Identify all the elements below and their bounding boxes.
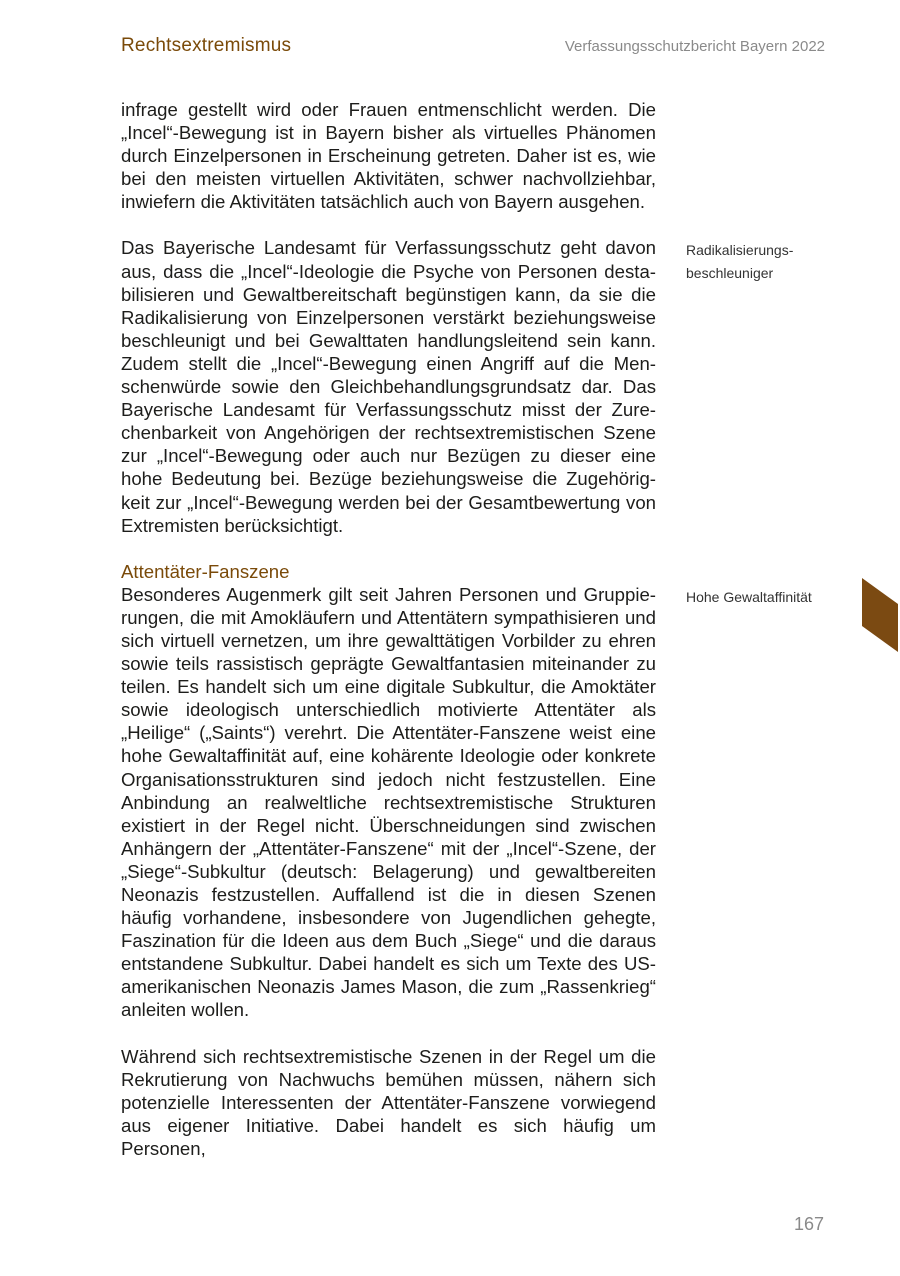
paragraph-attentaeter-fanszene: Besonderes Augenmerk gilt seit Jahren Personen und Gruppierungen, die mit Amokläufern und Attentätern sympathisieren und sich virtuell vernetzen, um ihre gewalttätigen Vorbilder zu ehren sowie teils rassistisch geprägte Gewaltfantasien miteinander zu teilen. Es handelt sich um eine digitale Subkultur, die Amoktäter sowie ideologisch unterschiedlich motivierte Attentäter als „Heilige“ („Saints“) verehrt. Die Attentäter-Fanszene weist eine hohe Gewaltaffinität auf, eine kohärente Ideologie oder konkrete Organisationsstrukturen sind jedoch nicht festzustellen. Eine Anbindung an realweltliche rechtsextremistische Strukturen existiert in der Regel nicht. Überschneidungen sind zwischen Anhängern der „Attentäter-Fanszene“ mit der „Incel“-Szene, der „Siege“-Subkultur (deutsch: Belagerung) und gewaltbereiten Neonazis festzustellen. Auffallend ist die in diesen Szenen häufig vorhandene, insbesondere von Jugendlichen gehegte, Faszination für die Ideen aus dem Buch „Siege“ und die daraus entstandene Subkultur. Dabei handelt es sich um Texte des US-amerikanischen Neonazis James Mason, die zum „Rassenkrieg“ anleiten wollen.	[121, 583, 656, 1021]
running-header-section: Rechtsextremismus	[121, 35, 292, 56]
page-number: 167	[793, 1214, 824, 1234]
paragraph-recruitment: Während sich rechtsextremistische Szenen in der Regel um die Rekrutierung von Nachwuchs bemühen müssen, nähern sich potenzielle Interessenten der Attentäter-Fanszene vorwiegend aus eigener Initiative. Dabei handelt es sich häufig um Personen,	[121, 1045, 656, 1159]
running-header-report-title: Verfassungsschutzbericht Bayern 2022	[564, 38, 825, 55]
paragraph-incel-assessment: Das Bayerische Landesamt für Verfassungsschutz geht davon aus, dass die „Incel“-Ideologie die Psyche von Personen destabilisieren und Gewaltbereitschaft begünstigen kann, da sie die Radikalisierung von Einzelpersonen verstärkt beziehungsweise beschleunigt und bei Gewalttaten handlungsleitend sein kann. Zudem stellt die „Incel“-Bewegung einen Angriff auf die Menschenwürde sowie den Gleichbehandlungsgrundsatz dar. Das Bayerische Landesamt für Verfassungsschutz misst der Zurechenbarkeit von Angehörigen der rechtsextremistischen Szene zur „Incel“-Bewegung oder auch nur Bezügen zu dieser eine hohe Bedeutung bei. Bezüge beziehungsweise die Zugehörigkeit zur „Incel“-Bewegung werden bei der Gesamtbewertung von Extremisten berücksichtigt.	[121, 237, 656, 536]
chapter-tab-marker	[862, 578, 898, 652]
main-text-column	[121, 98, 656, 1160]
paragraph-incel-virtual: infrage gestellt wird oder Frauen entmenschlicht werden. Die „Incel“-Bewegung ist in Bayern bisher als virtuelles Phänomen durch Einzelpersonen in Erscheinung getreten. Daher ist es, wie bei den meisten virtuellen Aktivitäten, schwer nachvollziehbar, inwiefern die Aktivitäten tatsächlich auch von Bayern ausgehen.	[121, 99, 656, 213]
margin-note-violence-affinity: Hohe Gewaltaffinität	[686, 589, 812, 605]
margin-note-radicalization: Radikalisierungs- beschleuniger	[686, 242, 794, 281]
section-heading-attentaeter-fanszene: Attentäter-Fanszene	[121, 560, 290, 582]
